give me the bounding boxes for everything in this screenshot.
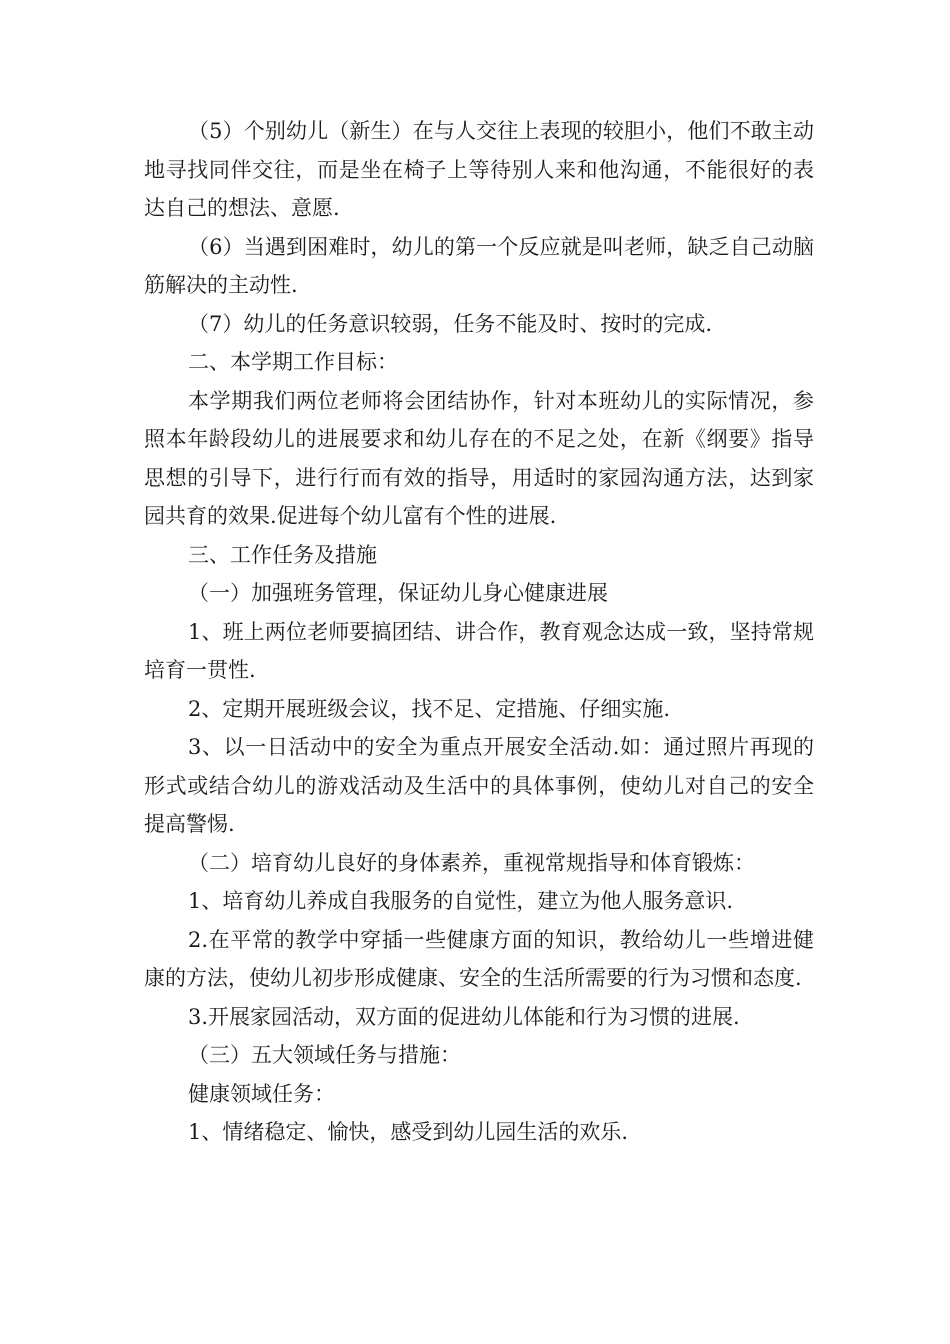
- subsection-heading: （一）加强班务管理，保证幼儿身心健康进展: [188, 581, 608, 605]
- subsection-heading: 健康领域任务：: [188, 1081, 335, 1106]
- paragraph: （7）幼儿的任务意识较弱，任务不能及时、按时的完成.: [188, 311, 713, 336]
- subsection-heading: （三）五大领域任务与措施：: [188, 1043, 461, 1067]
- list-item: 1、情绪稳定、愉快，感受到幼儿园生活的欢乐.: [188, 1120, 629, 1144]
- section-heading: 三、工作任务及措施: [188, 542, 377, 567]
- list-item: 2.在平常的教学中穿插一些健康方面的知识，教给幼儿一些增进健康的方法，使幼儿初步形成健康、安全的生活所需要的行为习惯和态度.: [144, 927, 814, 990]
- list-item: 2、定期开展班级会议，找不足、定措施、仔细实施.: [188, 696, 671, 721]
- document-body: [144, 112, 814, 1152]
- list-item: 1、培育幼儿养成自我服务的自觉性，建立为他人服务意识.: [188, 889, 734, 913]
- paragraph: （6）当遇到困难时，幼儿的第一个反应就是叫老师，缺乏自己动脑筋解决的主动性.: [144, 234, 814, 297]
- list-item: 3、以一日活动中的安全为重点开展安全活动.如：通过照片再现的形式或结合幼儿的游戏活动及生活中的具体事例，使幼儿对自己的安全提高警惕.: [144, 735, 814, 836]
- list-item: 3.开展家园活动，双方面的促进幼儿体能和行为习惯的进展.: [188, 1004, 740, 1029]
- section-heading: 二、本学期工作目标：: [188, 350, 398, 374]
- paragraph: （5）个别幼儿（新生）在与人交往上表现的较胆小，他们不敢主动地寻找同伴交往，而是坐在椅子上等待别人来和他沟通，不能很好的表达自己的想法、意愿.: [144, 119, 814, 220]
- list-item: 1、班上两位老师要搞团结、讲合作，教育观念达成一致，坚持常规培育一贯性.: [144, 619, 814, 682]
- subsection-heading: （二）培育幼儿良好的身体素养，重视常规指导和体育锻炼：: [188, 850, 755, 875]
- paragraph: 本学期我们两位老师将会团结协作，针对本班幼儿的实际情况，参照本年龄段幼儿的进展要求和幼儿存在的不足之处，在新《纲要》指导思想的引导下，进行行而有效的指导，用适时的家园沟通方法，达到家园共育的效果.促进每个幼儿富有个性的进展.: [144, 388, 814, 528]
